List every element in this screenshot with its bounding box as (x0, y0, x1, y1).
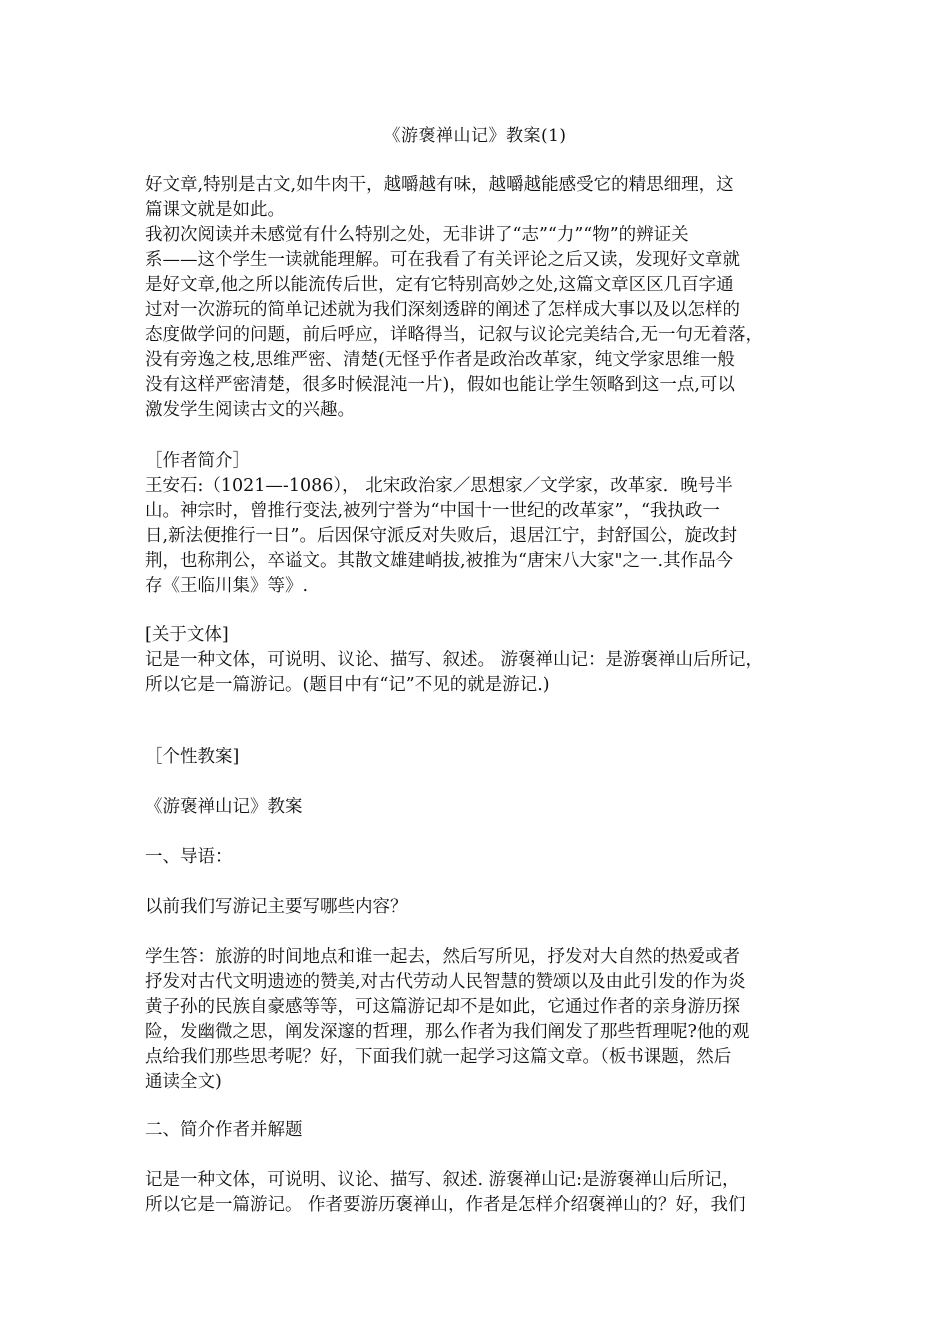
author-section (145, 449, 805, 599)
intro-line: 没有旁逸之枝,思维严密、清楚(无怪乎作者是政治改革家，纯文学家思维一般 (145, 350, 735, 370)
author-heading: ［作者简介］ (145, 451, 250, 471)
lesson-title: 《游褒禅山记》教案 (145, 797, 303, 817)
answer-line: 点给我们那些思考呢？好，下面我们就一起学习这篇文章。（板书课题，然后 (145, 1047, 732, 1067)
author-line: 存《王临川集》等》. (145, 576, 309, 596)
intro-line: 激发学生阅读古文的兴趣。 (145, 400, 355, 420)
intro-line: 没有这样严密清楚，很多时候混沌一片)，假如也能让学生领略到这一点,可以 (145, 375, 735, 395)
answer-line: 险，发幽微之思，阐发深邃的哲理，那么作者为我们阐发了那些哲理呢?他的观 (145, 1022, 750, 1042)
author-line: 山。神宗时，曾推行变法,被列宁誉为“中国十一世纪的改革家”，“我执政一 (145, 501, 720, 521)
section2-line: 记是一种文体，可说明、议论、描写、叙述. 游褒禅山记:是游褒禅山后所记， (145, 1170, 740, 1190)
intro-line: 我初次阅读并未感觉有什么特别之处，无非讲了“志”“力”“物”的辨证关 (145, 225, 689, 245)
intro-line: 好文章,特别是古文,如牛肉干，越嚼越有味，越嚼越能感受它的精思细理，这 (145, 175, 734, 195)
genre-heading: [关于文体] (145, 625, 229, 645)
intro-line: 过对一次游玩的简单记述就为我们深刻透辟的阐述了怎样成大事以及以怎样的 (145, 300, 740, 320)
genre-section (145, 623, 805, 698)
section2-paragraph (145, 1168, 805, 1218)
intro-line: 系——这个学生一读就能理解。可在我看了有关评论之后又读，发现好文章就 (145, 250, 740, 270)
document-title: 《游褒禅山记》教案(1) (383, 126, 567, 146)
genre-line: 记是一种文体，可说明、议论、描写、叙述。 游褒禅山记：是游褒禅山后所记， (145, 650, 764, 670)
lesson-heading: ［个性教案] (145, 747, 240, 767)
genre-line: 所以它是一篇游记。(题目中有“记”不见的就是游记.) (145, 675, 550, 695)
intro-paragraph (145, 173, 805, 423)
intro-line: 是好文章,他之所以能流传后世，定有它特别高妙之处,这篇文章区区几百字通 (145, 275, 734, 295)
intro-line: 篇课文就是如此。 (145, 200, 285, 220)
question-text: 以前我们写游记主要写哪些内容？ (145, 897, 408, 917)
section2-heading: 二、简介作者并解题 (145, 1120, 303, 1140)
section2-line: 所以它是一篇游记。 作者要游历褒禅山，作者是怎样介绍褒禅山的？好，我们 (145, 1195, 746, 1215)
intro-line: 态度做学问的问题，前后呼应，详略得当，记叙与议论完美结合,无一句无着落， (145, 325, 764, 345)
author-line: 荆，也称荆公，卒谥文。其散文雄建峭拔,被推为“唐宋八大家"之一.其作品今 (145, 551, 734, 571)
answer-line: 学生答：旅游的时间地点和谁一起去，然后写所见，抒发对大自然的热爱或者 (145, 947, 740, 967)
answer-paragraph (145, 945, 805, 1095)
author-line: 王安石:（1021—-1086）， 北宋政治家／思想家／文学家，改革家．晚号半 (145, 476, 733, 496)
author-line: 日,新法便推行一日”。后因保守派反对失败后，退居江宁，封舒国公，旋改封 (145, 526, 738, 546)
answer-line: 抒发对古代文明遗迹的赞美,对古代劳动人民智慧的赞颂以及由此引发的作为炎 (145, 972, 746, 992)
answer-line: 通读全文) (145, 1072, 222, 1092)
answer-line: 黄子孙的民族自豪感等等，可这篇游记却不是如此，它通过作者的亲身游历探 (145, 997, 740, 1017)
section1-heading: 一、导语： (145, 847, 233, 867)
